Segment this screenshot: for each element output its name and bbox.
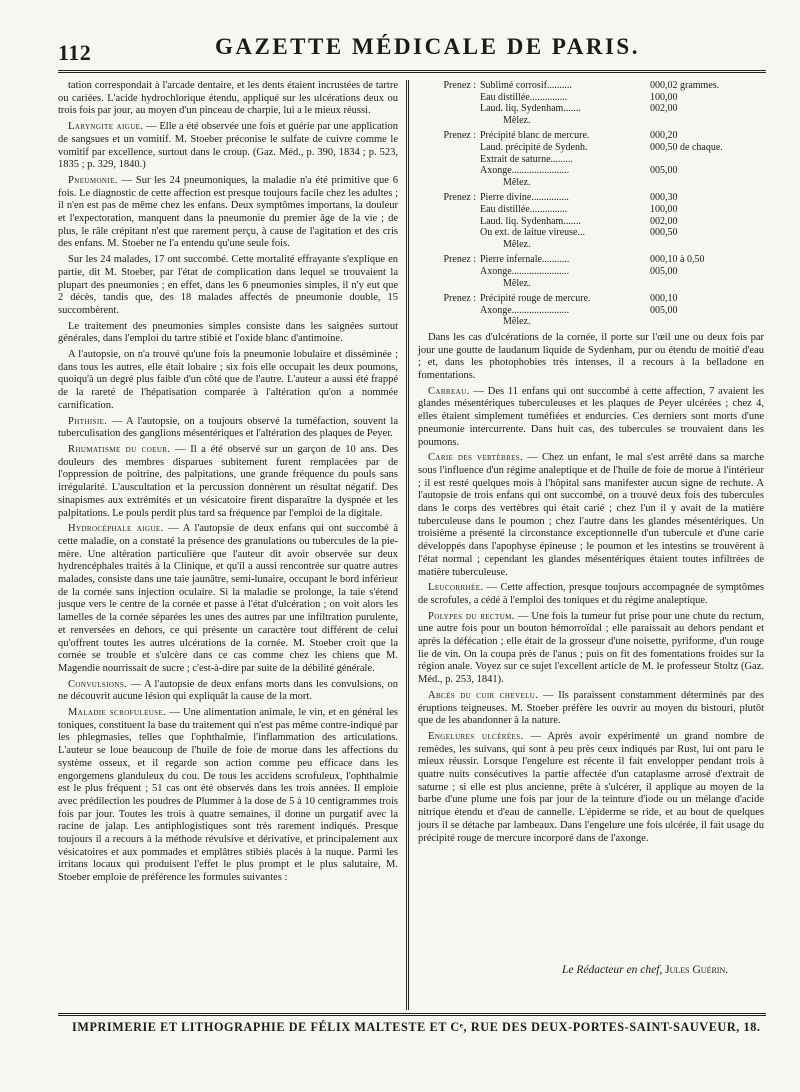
- paragraph: [418, 332, 764, 383]
- left-column: [58, 80, 398, 888]
- paragraph: [58, 416, 398, 441]
- prescription-line: [418, 103, 764, 115]
- ingredient-name: Ou ext. de laitue vireuse...: [480, 227, 585, 239]
- prescription-lead: Prenez :: [443, 80, 476, 91]
- prescription-lead: [418, 142, 480, 154]
- paragraph: [58, 523, 398, 675]
- paragraph-text: — Cette affection, presque toujours accompagnée de symptômes de scrofules, a cédé à l'emploi des toniques et du régime analeptique.: [418, 582, 764, 606]
- mix-instruction: Mêlez.: [503, 277, 531, 289]
- ingredient-dose: 100,00: [650, 203, 678, 215]
- prescription-lead: [418, 103, 480, 115]
- mix-instruction: Mêlez.: [503, 316, 531, 328]
- prescription-lead: Prenez :: [443, 192, 476, 204]
- paragraph-text: — Une fois la tumeur fut prise pour une chute du rectum, une autre fois pour un bouton hémorroïdal ; elle paraissait au dehors pendant et après la défécation ; elle était de la grosseur d'une noisette, pyriforme, d'un rouge lie de vin. On la coupa près de l'anus ; puis on fit des fomentations froides sur la région anale. Voyez sur ce sujet l'excellent article de M. le professeur Stoltz (Gaz. Méd., p. 253, 1841).: [418, 610, 764, 686]
- prescription: [418, 293, 764, 328]
- ingredient-name: Pierre divine...............: [480, 192, 569, 204]
- paragraph: [58, 121, 398, 172]
- prescription-lead: [418, 266, 480, 278]
- prescription-line: [418, 266, 764, 278]
- paragraph: [418, 611, 764, 687]
- prescription-line: [418, 204, 764, 216]
- section-heading: Engelures ulcérées.: [428, 730, 524, 742]
- paragraph: [58, 175, 398, 251]
- paragraph-text: — A l'autopsie de deux enfans qui ont succombé à cette maladie, on a constaté la présence des granulations ou tubercules de la pie-mère. Une altération particulière que l'auteur dit avoir observée sur deux hydrencéphales traités à la Clinique, et qu'il a aussi rencontrée sur quatre autres malades, consiste dans une taie jaunâtre, semi-lunaire, occupant le bord inférieur de la cornée sans injection oculaire. Si la maladie se prolonge, la taie s'étend jusque vers le centre de la cornée et passe à l'état d'ulcération ; on voit alors les lamelles de la cornée séparées les unes des autres par une infiltration purulente, et renversées en dehors, ce qui présente un caractère tout différent de celui qu'offrent toutes les autres ulcérations de la cornée. M. Stoeber croit que la cornée se trouble et s'ulcère dans ce cas comme chez les chiens que M. Magendie nourrissait de sucre ; c'est-à-dire par suite de la débilité générale.: [58, 523, 398, 674]
- paragraph: [418, 731, 764, 845]
- paragraph-text: Sur les 24 malades, 17 ont succombé. Cette mortalité effrayante s'explique en partie, dit M. Stoeber, par l'état de complication dans lequel se trouvaient la plupart des pneumonies ; en effet, dans les 6 pneumonies simples, il n'y eut que 2 décès, tandis que, des 18 malades affectés de pneumonie double, 15 succombèrent.: [58, 254, 398, 316]
- paragraph-text: — Après avoir expérimenté un grand nombre de remèdes, les suivans, qui sont à peu près ceux indiqués par Rust, lui ont paru le mieux réussir. Lorsque l'engelure est récente il fait envelopper pendant trois à quatre nuits consécutives la partie affectée d'un cataplasme arrosé d'extrait de saturne ; si elle est plus ancienne, prête à s'ulcérer, il applique au moyen de la barbe d'une plume une fois par jour de la teinture d'iode ou un mélange d'acide nitrique étendu et d'eau de cannelle. L'épiderme se ride, et au bout de quelques jours il se détache par lambeaux. Dans l'engelure une fois ulcérée, il fait usage du précipité rouge de mercure incorporé dans de l'axonge.: [418, 730, 764, 844]
- paragraph-text: Dans les cas d'ulcérations de la cornée, il porte sur l'œil une ou deux fois par jour une goutte de laudanum liquide de Sydenham, pur ou étendu de moitié d'eau ; et, dans les photophobies très intenses, il a recours à la belladone en fomentations.: [418, 331, 764, 381]
- section-heading: Convulsions.: [68, 678, 128, 690]
- paragraph: [418, 582, 764, 607]
- paragraph: [58, 444, 398, 520]
- editor-name: Jules Guérin.: [665, 964, 729, 976]
- ingredient-name: Précipité blanc de mercure.: [480, 130, 590, 142]
- prescription-lead: Prenez :: [443, 254, 476, 266]
- paragraph: [418, 386, 764, 450]
- ingredient-dose: 005,00: [650, 165, 678, 177]
- paragraph: [58, 679, 398, 704]
- signature-prefix: Le Rédacteur en chef,: [562, 964, 666, 976]
- paragraph-text: — A l'autopsie, on a toujours observé la tuméfaction, souvent la tuberculisation des ganglions mésentériques et l'altération des plaques de Peyer.: [58, 415, 398, 440]
- prescriptions-block: [418, 80, 764, 328]
- prescription: [418, 80, 764, 126]
- ingredient-dose: 000,02 grammes.: [650, 80, 720, 91]
- section-heading: Carie des vertèbres.: [428, 452, 524, 464]
- ingredient-dose: 000,10 à 0,50: [650, 254, 705, 266]
- prescription-line: [418, 254, 764, 266]
- printer-imprint: IMPRIMERIE ET LITHOGRAPHIE DE FÉLIX MALTESTE ET Cᵉ, RUE DES DEUX-PORTES-SAINT-SAUVEUR, 18.: [72, 1020, 761, 1034]
- column-divider: [406, 80, 412, 1010]
- prescription-line: [418, 216, 764, 228]
- paragraph-text: Le traitement des pneumonies simples consiste dans les saignées surtout générales, dans l'emploi du tartre stibié et l'oxide blanc d'antimoine.: [58, 320, 398, 345]
- prescription-lead: [418, 227, 480, 239]
- right-paragraphs: [418, 332, 764, 845]
- header-rule: [58, 70, 766, 73]
- section-heading: Leucorrhée.: [428, 582, 484, 594]
- ingredient-dose: 000,20: [650, 130, 678, 142]
- ingredient-dose: 100,00: [650, 91, 678, 103]
- prescription-line: [418, 142, 764, 154]
- ingredient-dose: 002,00: [650, 215, 678, 227]
- paragraph-text: — Chez un enfant, le mal s'est arrêté dans sa marche sous l'influence d'un régime analeptique et de l'huile de foie de morue à l'intérieur ; il est resté quelques mois à l'hôpital sans manifester aucun signe de rechute. A l'autopsie de trois enfans qui ont succombé, on a trouvé deux fois des tubercules dans le corps des vertèbres qui était carié ; chez l'un il y avait de la matière tuberculeuse dans le poumon ; chez l'autre dans les glandes mésentériques. Un troisième a présenté la circonstance exceptionnelle d'un tubercule et d'une carie développés dans l'apophyse épineuse ; le poumon et les intestins se trouvèrent à l'état normal ; cependant les glandes mésentériques étaient toutes infiltrées de matière tuberculeuse.: [418, 452, 764, 578]
- ingredient-name: Laud. liq. Sydenham.......: [480, 103, 581, 115]
- ingredient-dose: 000,10: [650, 293, 678, 305]
- ingredient-dose: 000,30: [650, 192, 678, 204]
- paragraph: [58, 707, 398, 885]
- journal-title: GAZETTE MÉDICALE DE PARIS.: [215, 34, 640, 59]
- paragraph: [418, 452, 764, 579]
- prescription-line: [418, 227, 764, 239]
- ingredient-name: Pierre infernale...........: [480, 254, 570, 266]
- ingredient-dose: 005,00: [650, 265, 678, 277]
- ingredient-name: Laud. précipité de Sydenh.: [480, 141, 588, 153]
- paragraph-text: — A l'autopsie de deux enfans morts dans les convulsions, on ne découvrit aucune lésion qui expliquât la cause de la mort.: [58, 678, 398, 703]
- prescription-lead: Prenez :: [443, 293, 476, 305]
- paragraph: [418, 690, 764, 728]
- ingredient-name: Précipité rouge de mercure.: [480, 293, 591, 305]
- prescription: [418, 254, 764, 289]
- prescription-line: [418, 130, 764, 142]
- paragraph: [58, 321, 398, 346]
- ingredient-dose: 005,00: [650, 304, 678, 316]
- section-heading: Hydrocéphale aigue.: [68, 523, 164, 535]
- paragraph: [58, 80, 398, 118]
- prescription-lead: Prenez :: [443, 130, 476, 142]
- ingredient-dose: 002,00: [650, 103, 678, 115]
- paragraph-text: — Sur les 24 pneumoniques, la maladie n'a été primitive que 6 fois. Le diagnostic de cette affection est presque toujours facile chez les adultes ; il n'en est pas de même chez les enfans. Deux symptômes importans, la douleur et l'expectoration, manquent dans la pneumonie du premier âge de la vie ; de plus, le râle crépitant n'est que rarement perçu, à cause de l'agitation et des cris des enfans. M. Stoeber ne l'a entendu qu'une seule fois.: [58, 174, 398, 250]
- mix-instruction: Mêlez.: [503, 114, 531, 126]
- prescription-line: [418, 92, 764, 104]
- prescription-lead: [418, 216, 480, 228]
- prescription-lead: [418, 92, 480, 104]
- page-number: 112: [58, 40, 92, 65]
- section-heading: Carreau.: [428, 385, 470, 397]
- prescription: [418, 192, 764, 250]
- paragraph-text: tation correspondait à l'arcade dentaire, et les dents étaient incrustées de tartre ou cariées. L'acide hydrochlorique étendu, appliqué sur les ulcérations deux ou trois fois par jour, au moyen d'un pinceau de charpie, lui a le mieux réussi.: [58, 80, 398, 117]
- prescription-lead: [418, 165, 480, 177]
- ingredient-name: Laud. liq. Sydenham.......: [480, 215, 581, 227]
- ingredient-name: Eau distillée...............: [480, 203, 568, 215]
- section-heading: Pneumonie.: [68, 174, 118, 186]
- editor-signature: [562, 964, 728, 976]
- prescription-line: [418, 80, 764, 92]
- prescription-lead: [418, 204, 480, 216]
- prescription-line: [418, 154, 764, 166]
- paragraph-text: — Ils paraissent constamment déterminés par des éruptions teigneuses. M. Stoeber préfère les ouvrir au moyen du bistouri, plutôt que de les abandonner à la nature.: [418, 689, 764, 727]
- prescription-line: [418, 165, 764, 177]
- mix-instruction: Mêlez.: [503, 238, 531, 250]
- section-heading: Polypes du rectum.: [428, 610, 515, 622]
- section-heading: Abcès du cuir chevelu.: [428, 689, 539, 701]
- paragraph-text: — Une alimentation animale, le vin, et en général les toniques, constituent la base du traitement qui n'est pas même contre-indiqué par les phlegmasies, telles que l'ophthalmie, l'inflammation des articulations. L'auteur se loue beaucoup de l'huile de foie de morue dans les affections du système osseux, et il regarde son action comme peu efficace dans les engorgemens glanduleux du cou. De tous les accidens scrofuleux, l'ophthalmie est le plus fréquent ; 51 cas ont été observés dans les trois années. Il emploie avec prédilection les poudres de Plummer à la dose de 5 à 10 centigrammes trois fois par jour. Toutes les trois à quatre semaines, il donne un purgatif avec la racine de jalap. Les antiphlogistiques sont très rarement indiqués. Presque toujours il a recours à la méthode révulsive et dérivative, et principalement aux vésicatoires et aux pommades et emplâtres stibiés placés à la nuque. Parmi les irritans locaux qui produisent l'effet le plus prompt et le plus salutaire, M. Stoeber emploie de préférence les formules suivantes :: [58, 707, 398, 884]
- prescription-line: [418, 305, 764, 317]
- prescription-lead: [418, 154, 480, 166]
- ingredient-dose: 000,50 de chaque.: [650, 141, 723, 153]
- section-heading: Laryngite aigue.: [68, 121, 144, 133]
- ingredient-dose: 000,50: [650, 227, 678, 239]
- ingredient-name: Eau distillée...............: [480, 91, 568, 103]
- paragraph-text: — Il a été observé sur un garçon de 10 ans. Des douleurs des membres disparues subitement furent remplacées par de l'oppression de poitrine, des palpitations, une grande fréquence du pouls sans irrégularité. L'auscultation et la percussion donnèrent un résultat négatif. Des sinapismes aux extrémités et un vésicatoire firent disparaître la dyspnée et les palpitations. Le pouls perdit plus tard sa fréquence par l'emploi de la digitale.: [58, 443, 398, 519]
- paragraph: [58, 349, 398, 413]
- ingredient-name: Sublimé corrosif..........: [480, 80, 572, 91]
- prescription-line: [418, 293, 764, 305]
- paragraph-text: — Elle a été observée une fois et guérie par une application de sangsues et un vomitif. M. Stoeber préconise le sulfate de cuivre comme le vomitif par excellence, surtout dans le croup. (Gaz. Méd., p. 390, 1834 ; p. 523, 1835 ; p. 329, 1840.): [58, 121, 398, 171]
- ingredient-name: Axonge.......................: [480, 304, 570, 316]
- paragraph-text: A l'autopsie, on n'a trouvé qu'une fois la pneumonie lobulaire et disséminée ; dans tous les autres, elle était lobaire ; six fois elle occupait les deux poumons, quoiqu'à un degré plus faible d'un côté que de l'autre. L'auteur a aussi été frappé de la rareté de l'hépatisation comparée à l'altération qu'on a nommée carnification.: [58, 349, 398, 411]
- prescription-line: [418, 192, 764, 204]
- section-heading: Phthisie.: [68, 415, 108, 427]
- section-heading: Rhumatisme du coeur.: [68, 443, 171, 455]
- ingredient-name: Extrait de saturne.........: [480, 153, 574, 165]
- paragraph-text: — Des 11 enfans qui ont succombé à cette affection, 7 avaient les glandes mésentériques tuberculeuses et les plaques de Peyer ulcérées ; chez 4, elles étaient simplement tuméfiées et endurcies. Ces derniers sont morts d'une pneumonie intercurrente. Dans huit cas, des tubercules se trouvaient dans les poumons.: [418, 385, 764, 448]
- paragraph: [58, 254, 398, 318]
- right-column: [418, 80, 764, 848]
- ingredient-name: Axonge.......................: [480, 265, 570, 277]
- mix-instruction: Mêlez.: [503, 176, 531, 188]
- prescription-lead: [418, 305, 480, 317]
- section-heading: Maladie scrofuleuse.: [68, 707, 167, 719]
- ingredient-name: Axonge.......................: [480, 165, 570, 177]
- prescription: [418, 130, 764, 188]
- footer-rule: [58, 1013, 766, 1016]
